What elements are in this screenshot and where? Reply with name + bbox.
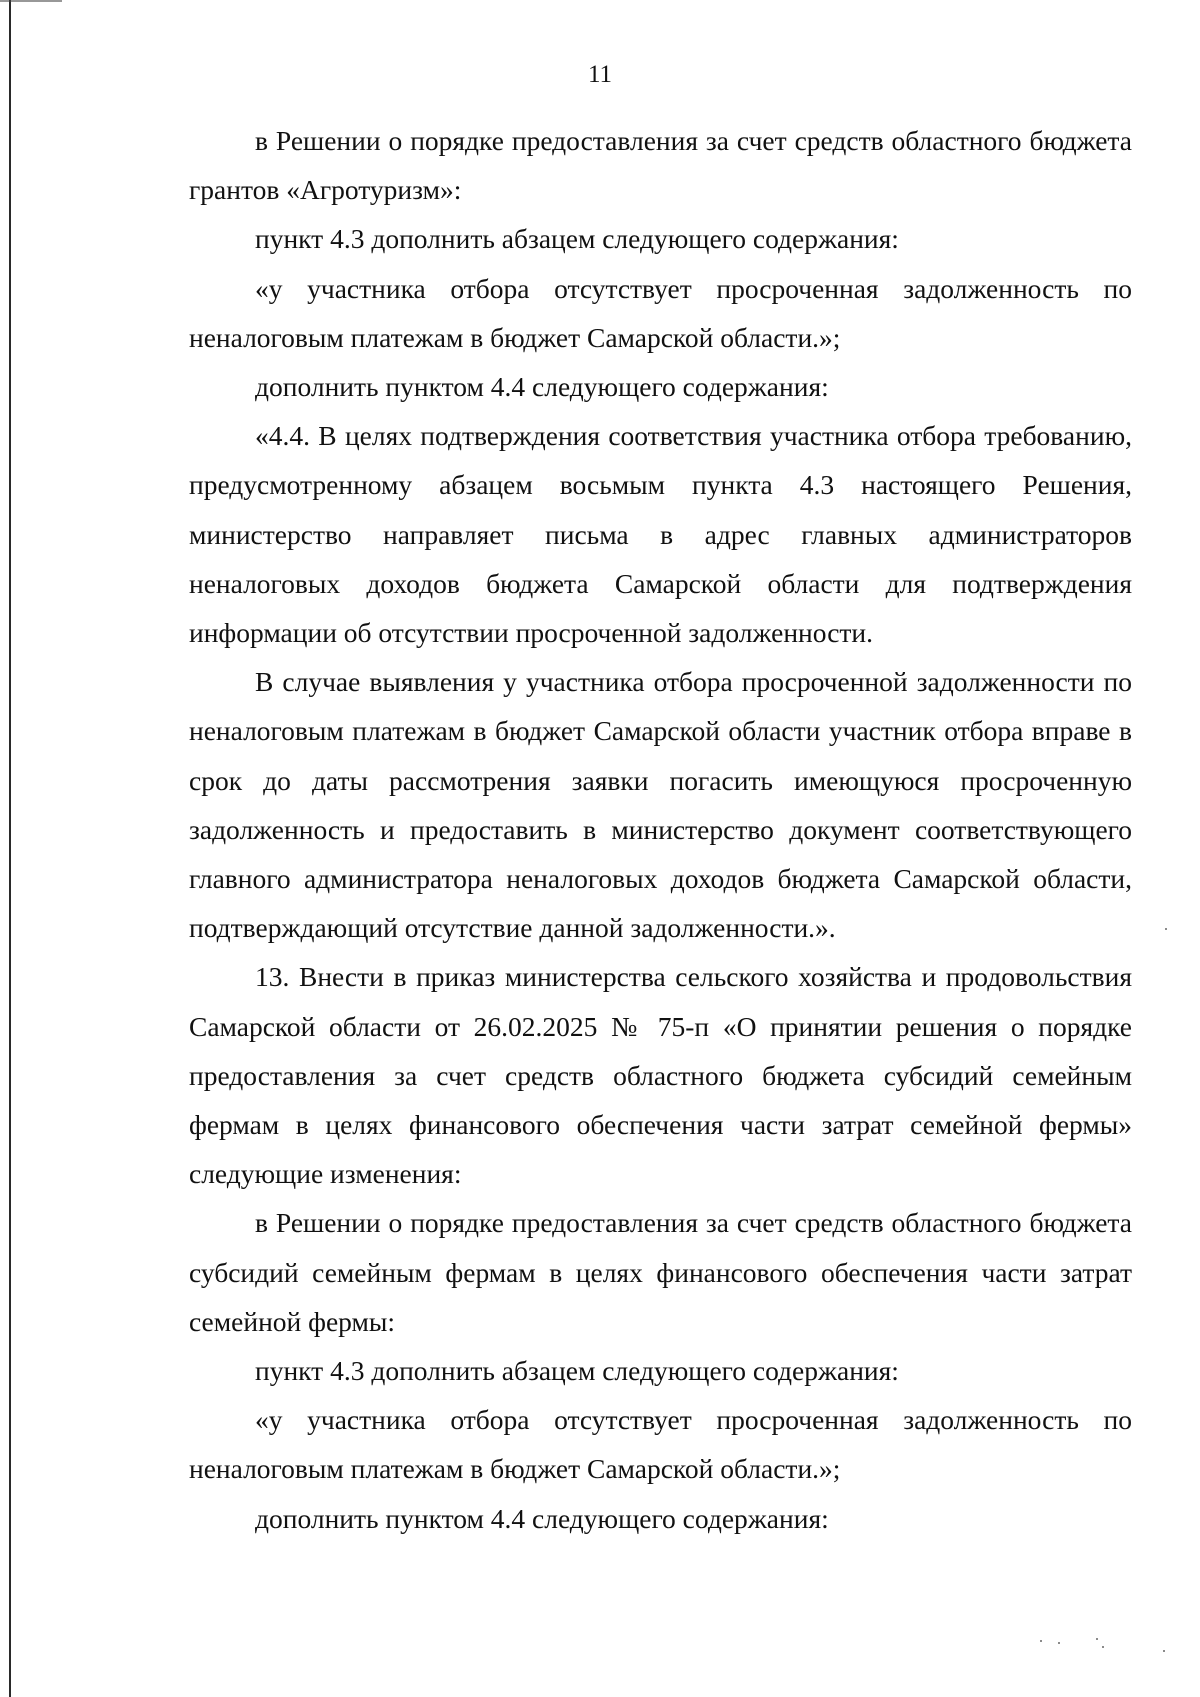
paragraph-no-overdue-debt: «у участника отбора отсутствует просроченная задолженность по неналоговым платежам в бюджет Самарской области.»; — [189, 272, 1132, 353]
page-number: 11 — [587, 61, 613, 88]
paragraph-debt-repayment: В случае выявления у участника отбора просроченной задолженности по неналоговым платежам в бюджет Самарской области участник отбора вправе в срок до даты рассмотрения заявки погасить имеющуюся просроченную задолженность и предоставить в министерство документ соответствующего главного администратора неналоговых доходов бюджета Самарской области, подтверждающий отсутствие данной задолженности.». — [189, 666, 1132, 944]
paragraph-decision-grants: в Решении о порядке предоставления за счет средств областного бюджета грантов «Агротуризм»: — [189, 125, 1132, 206]
scan-speck — [1165, 928, 1167, 930]
scan-corner-mark — [0, 0, 62, 6]
paragraph-item-4-3-add: пункт 4.3 дополнить абзацем следующего содержания: — [255, 223, 899, 255]
paragraph-add-item-4-4-second: дополнить пунктом 4.4 следующего содержания: — [255, 1502, 829, 1534]
scan-speck — [1040, 1640, 1042, 1642]
document-body — [189, 116, 1132, 1543]
scan-speck — [1058, 1642, 1060, 1644]
paragraph-decision-family-farms: в Решении о порядке предоставления за счет средств областного бюджета субсидий семейным фермам в целях финансового обеспечения части затрат семейной фермы: — [189, 1207, 1132, 1337]
paragraph-no-overdue-debt-second: «у участника отбора отсутствует просроченная задолженность по неналоговым платежам в бюджет Самарской области.»; — [189, 1404, 1132, 1485]
paragraph-item-4-4-text: «4.4. В целях подтверждения соответствия участника отбора требованию, предусмотренному абзацем восьмым пункта 4.3 настоящего Решения, министерство направляет письма в адрес главных администраторов неналоговых доходов бюджета Самарской области для подтверждения информации об отсутствии просроченной задолженности. — [189, 420, 1132, 649]
paragraph-add-item-4-4: дополнить пунктом 4.4 следующего содержания: — [255, 371, 829, 403]
paragraph-item-4-3-add-second: пункт 4.3 дополнить абзацем следующего содержания: — [255, 1355, 899, 1387]
paragraph-item-13: 13. Внести в приказ министерства сельского хозяйства и продовольствия Самарской области от 26.02.2025 № 75-п «О принятии решения о порядке предоставления за счет средств областного бюджета субсидий семейным фермам в целях финансового обеспечения части затрат семейной фермы» следующие изменения: — [189, 961, 1132, 1190]
scan-speck — [1096, 1638, 1098, 1640]
scan-border-line — [9, 0, 11, 1697]
scan-speck — [1102, 1646, 1104, 1648]
scan-speck — [1163, 1650, 1165, 1652]
